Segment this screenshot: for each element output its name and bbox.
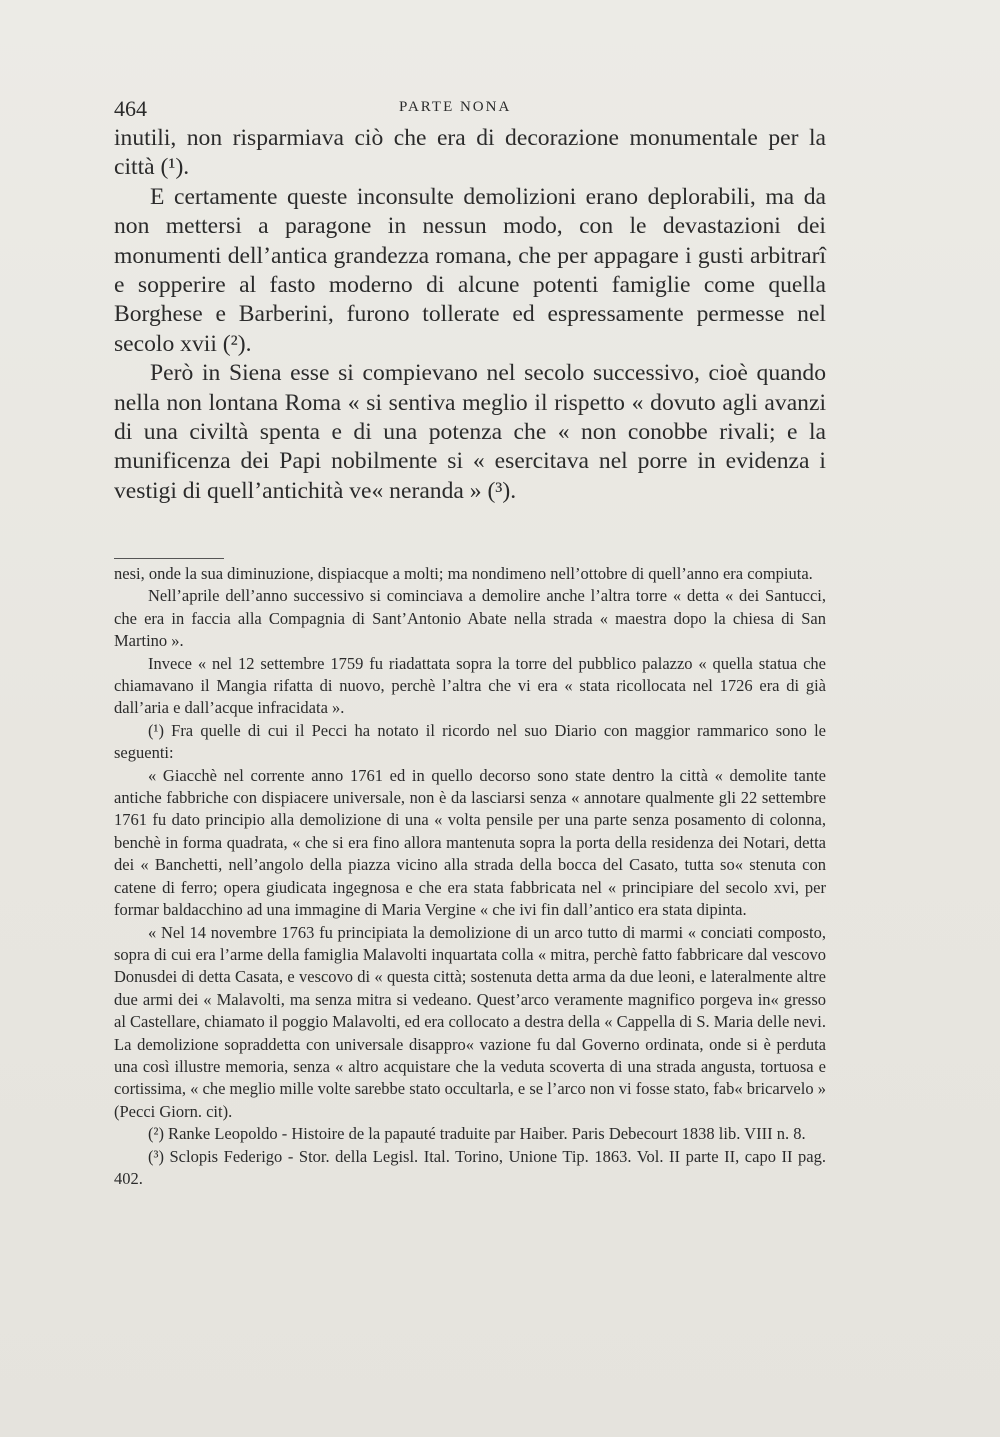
footnote-2: (²) Ranke Leopoldo - Histoire de la papauté traduite par Haiber. Paris Debecourt 1838 lib. VIII n. 8.	[148, 1124, 806, 1144]
page-header	[114, 96, 826, 126]
main-paragraph: Però in Siena esse si compievano nel secolo successivo, cioè quando nella non lontana Roma « si sentiva meglio il rispetto « dovuto agli avanzi di una civiltà spenta e di una potenza che « non conobbe rivali; e la munificenza dei Papi nobilmente si « esercitava nel porre in evidenza i vestigi di quell’antichità ve« neranda » (³).	[114, 360, 826, 504]
footnote-paragraph: Invece « nel 12 settembre 1759 fu riadattata sopra la torre del pubblico palazzo « quella statua che chiamavano il Mangia rifatta di nuovo, perchè l’altra che vi era « stata ricollocata nel 1726 era di già dall’aria e dall’acque infracidata ».	[114, 653, 826, 718]
footnote-separator	[114, 558, 224, 559]
main-text	[114, 124, 826, 506]
footnote-quote: « Nel 14 novembre 1763 fu principiata la demolizione di un arco tutto di marmi « conciati composto, sopra di cui era l’arme della famiglia Malavolti inquartata colla « mitra, perchè fatto fabbricare dal vescovo Donusdei di detta Casata, e vescovo di « questa città; sostenuta detta arma da due leoni, e lateralmente altre due armi dei « Malavolti, ma senza mitra si vedeano. Quest’arco veramente magnifico porgeva in« gresso al Castellare, chiamato il poggio Malavolti, ed era collocato a destra della « Cappella di S. Maria delle nevi. La demolizione sopraddetta con universale disappro« vazione fu dal Governo ordinata, onde si è perduta una così illustre memoria, senza « altro acquistare che la veduta scoverta di una strada angusta, tortuosa e cortissima, « che meglio mille volte sarebbe stato occultarla, e se l’arco non vi fosse stato, fab« bricarvelo » (Pecci Giorn. cit).	[114, 922, 827, 1121]
footnotes	[114, 563, 826, 1190]
footnote-paragraph: nesi, onde la sua diminuzione, dispiacque a molti; ma nondimeno nell’ottobre di quell’anno era compiuta.	[114, 564, 813, 583]
footnote-paragraph: Nell’aprile dell’anno successivo si cominciava a demolire anche l’altra torre « detta « dei Santucci, che era in faccia alla Compagnia di Sant’Antonio Abate nella strada « maestra dopo la chiesa di San Martino ».	[114, 586, 826, 651]
footnote-1: (¹) Fra quelle di cui il Pecci ha notato il ricordo nel suo Diario con maggior rammarico sono le seguenti:	[114, 720, 826, 763]
main-paragraph: E certamente queste inconsulte demolizioni erano deplorabili, ma da non mettersi a paragone in nessun modo, con le devastazioni dei monumenti dell’antica grandezza romana, che per appagare i gusti arbitrarî e sopperire al fasto moderno di alcune potenti famiglie come quella Borghese e Barberini, furono tollerate ed espressamente permesse nel secolo xvii (²).	[114, 183, 826, 357]
running-head: PARTE NONA	[399, 99, 512, 115]
main-paragraph: inutili, non risparmiava ciò che era di decorazione monumentale per la città (¹).	[114, 125, 826, 181]
footnote-3: (³) Sclopis Federigo - Stor. della Legisl. Ital. Torino, Unione Tip. 1863. Vol. II parte II, capo II pag. 402.	[114, 1146, 826, 1188]
page-number: 464	[114, 96, 147, 121]
footnote-quote: « Giacchè nel corrente anno 1761 ed in quello decorso sono state dentro la città « demolite tante antiche fabbriche con dispiacere universale, non è da lasciarsi senza « annotare qualmente gli 22 settembre 1761 fu dato principio alla demolizione di una « volta pensile per una parte senza posamento di colonna, benchè in forma quadrata, « che si era fino allora mantenuta sopra la porta della residenza dei Notari, detta dei « Banchetti, nell’angolo della piazza vicino alla strada della bocca del Casato, tutta so« stenuta con catene di ferro; opera giudicata ingegnosa e che era stata fabbricata nel « principiare del secolo xvi, per formar baldacchino ad una immagine di Maria Vergine « che ivi fin dall’antico era stata dipinta.	[114, 765, 826, 920]
